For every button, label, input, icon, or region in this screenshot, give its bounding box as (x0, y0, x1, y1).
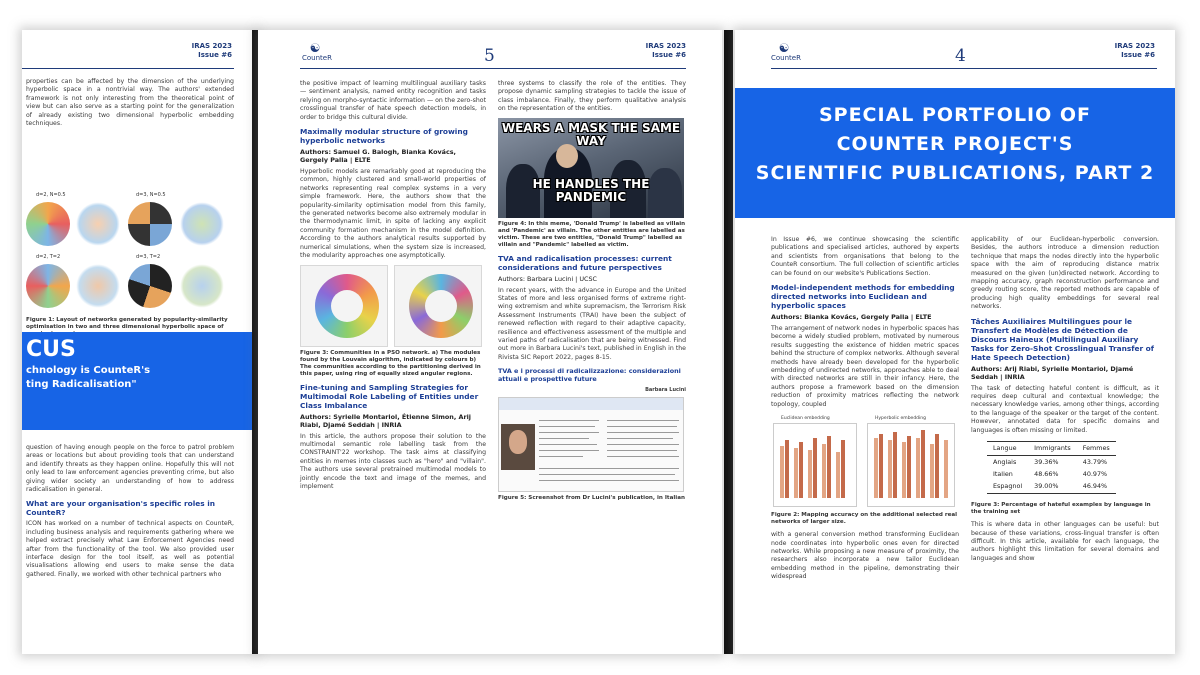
community-figure (300, 265, 486, 347)
fig-label: d=3, N=0.5 (136, 192, 166, 198)
left-intro-text: properties can be affected by the dimension of the underlying hyperbolic space in a nontrivial way. The authors' extended framework is not only interesting from the theoretical point of view but can also serve as a starting point for the generalization of already existing two dimensional hyperbolic embedding techniques. (26, 78, 234, 128)
network-plot (26, 264, 70, 308)
article-authors: Authors: Bianka Kovács, Gergely Palla | ELTE (771, 313, 932, 322)
banner-title-line: SPECIAL PORTFOLIO OF (818, 104, 1092, 126)
text-line (539, 426, 595, 428)
network-plot (128, 264, 172, 308)
left-page (22, 30, 256, 654)
header-rule (771, 68, 1157, 69)
banner-title-line: COUNTER PROJECT'S (836, 133, 1074, 155)
chart-panel-label: Euclidean embedding (781, 416, 830, 422)
language-table-wrap (971, 441, 1159, 499)
fig-label: d=3, T=2 (136, 254, 161, 260)
logo-icon: ☯ (309, 41, 321, 55)
article-title[interactable]: TVA e i processi di radicalizzazione: considerazioni attuali e prospettive future (498, 367, 681, 384)
bar (879, 434, 883, 498)
bar (902, 442, 906, 498)
bar (808, 450, 812, 498)
fig-label: d=2, N=0.5 (36, 192, 66, 198)
mid-column-2: three systems to classify the role of the entities. They propose dynamic sampling strategies to tackle the issue of class imbalance. Finally, they perform qualitative analysis on the representation of the entities. WEARS A MASK THE SAME WAY HE HANDLES THE PANDEMIC Figure 4: In this meme, 'Donald Trump' is labelled as villain and 'Pandemic' as villain. The other entities are labelled as victim. These are two entities, "Donald Trump" labelled as villain and "Pandemic" labelled as victim. TVA and radicalisation processes: current considerations and future perspectives Authors: Barbara Lucini | UCSC In recent years, with the advance in Europe and the United States of more and less organised forms of extreme right-wing extremism and white supremacism, the Terrorism Risk Assessment Instruments (TRAI) have been the subject of renewed reflection with regard to their adaptive capacity, resilience and effectiveness assessment of the multiple and varied paths of radicalisation that are being witnessed. Find out more in Barbara Lucini's text, published in English in the Rivista SIC Report 2022, pages 8-15. TVA e i processi di radicalizzazione: considerazioni attuali e prospettive future Barbara Lucini Figure 5: Screenshot from Dr Lucini's publication, in Italian (498, 80, 686, 501)
text-line (539, 420, 599, 422)
table-cell: Italien (993, 469, 1013, 478)
right-page (735, 30, 1175, 654)
bar (785, 440, 789, 498)
logo-icon: ☯ (778, 41, 790, 55)
table-header: Femmes (1077, 442, 1116, 455)
text-line (539, 456, 583, 458)
text-line (607, 456, 679, 458)
thumb-header (499, 398, 683, 410)
header-rule (22, 68, 234, 69)
table-cell: 48.66% (1034, 469, 1059, 478)
table-cell: 40.97% (1082, 469, 1108, 478)
left-fig-caption: Figure 1: Layout of networks generated by popularity-similarity optimisation in two and three dimensional hyperbolic space of (26, 317, 228, 330)
network-plot (128, 202, 172, 246)
text-line (539, 468, 679, 470)
text-line (539, 474, 675, 476)
article-authors: Authors: Arij Riabi, Syrielle Montariol, Djamé Seddah | INRIA (971, 364, 1134, 381)
publication-screenshot (498, 397, 684, 492)
article-title[interactable]: Maximally modular structure of growing hyperbolic networks (300, 127, 468, 146)
text-line (607, 444, 679, 446)
network-plot (26, 202, 70, 246)
article-title[interactable]: Tâches Auxiliaires Multilingues pour le Transfert de Modèles de Détection de Discours Haineux (Multilingual Auxiliary Tasks for Zero-Shot Crosslingual Transfer of Hate Speech Detection) (971, 316, 1154, 362)
issue-label: IRAS 2023 Issue #6 (191, 42, 232, 59)
figure-caption: Figure 2: Mapping accuracy on the additional selected real networks of larger size. (771, 512, 958, 526)
table-row (987, 455, 1116, 468)
bar (827, 436, 831, 498)
text-line (539, 432, 599, 434)
bar (930, 444, 934, 498)
right-column-1: In Issue #6, we continue showcasing the scientific publications and specialised articles, authored by experts and scientists from organisations that belong to the CounteR consortium. The full collection of scientific articles can be found on our website's Publications Section. Model-independent methods for embedding directed networks into Euclidean and hyperbolic spaces Authors: Bianka Kovács, Gergely Palla | ELTE The arrangement of network nodes in hyperbolic spaces has become a widely studied problem, motivated by numerous results suggesting the existence of hidden metric spaces behind the structure of complex networks. Although several methods have already been developed for the hyperbolic embedding of undirected networks, approaches able to deal with directed networks are still in their infancy. Here, the authors propose a framework based on the dimension reduction of proximity matrices reflecting the network topology, coupled Euclidean embedding Hyperbolic embedding Figure 2: Mapping accuracy on the additional selected real networks of larger size. with a general conversion method transforming Euclidean node coordinates into hyperbolic ones even for directed networks. While proposing a new measure of proximity, the researchers also incorporate a new tailor Euclidean embedding method in the pipeline, demonstrating their widespread (771, 236, 959, 581)
bar (893, 432, 897, 498)
network-plot (76, 264, 120, 308)
text-line (607, 426, 677, 428)
left-figure (26, 190, 234, 308)
plot-center (331, 290, 363, 322)
article-title[interactable]: Model-independent methods for embedding directed networks into Euclidean and hyperbolic spaces (771, 283, 955, 311)
header-rule (300, 68, 686, 69)
author-tag: Barbara Lucini (645, 387, 686, 394)
network-plot (180, 202, 224, 246)
counter-logo: ☯ CounteR (302, 41, 332, 62)
table-cell: 39.00% (1028, 480, 1077, 493)
page-number: 4 (955, 46, 966, 66)
plot-center (425, 290, 457, 322)
bar (794, 448, 798, 498)
mid-column-1: the positive impact of learning multilingual auxiliary tasks — sentiment analysis, named entity recognition and tasks relying on morpho-syntactic information — on the zero-shot crosslingual transfer of hate speech detection models, in order to bridge this cultural divide. Maximally modular structure of growing hyperbolic networks Authors: Samuel G. Balogh, Bianka Kovács, Gergely Palla | ELTE Hyperbolic models are remarkably good at reproducing the common, highly clustered and small-world properties of networks representing real complex systems in a very simple framework. Here, the authors show that the popularity-similarity optimisation model from this family, the generated networks become also extremely modular in the thermodynamic limit, in spite of lacking any explicit community formation mechanism in the model definition. According to the authors analytical results supported by numerical simulations, when the system size is increased, the modularity approaches one asymptotically. Figure 3: Communities in a PSO network. a) The modules found by the Louvain algorithm, indicated by colours b) The communities according to the partitioning derived in this paper, using ring of equally sized angular regions. Fine-tuning and Sampling Strategies for Multimodal Role Labeling of Entities under Class Imbalance Authors: Syrielle Montariol, Étienne Simon, Arij Riabi, Djamé Seddah | INRIA In this article, the authors propose their solution to the multimodal semantic role labelling task from the CONSTRAINT'22 workshop. The task aims at classifying entities in memes into classes such as "hero" and "villain". The authors use several pretrained multimodal models to jointly encode the text and image of the memes, and implement (300, 80, 486, 490)
text-line (539, 450, 599, 452)
table-cell: 39.36% (1034, 457, 1059, 466)
network-plot (180, 264, 224, 308)
table-cell: 43.79% (1082, 457, 1108, 466)
network-plot (76, 202, 120, 246)
bar (907, 436, 911, 498)
bar (780, 446, 784, 498)
meme-image (498, 118, 684, 218)
issue-label: IRAS 2023 Issue #6 (1114, 42, 1155, 59)
bar (841, 440, 845, 498)
meme-bottom-text: PANDEMIC (555, 189, 627, 204)
meme-bottom-text: HE HANDLES THE (532, 176, 650, 191)
bar (813, 438, 817, 498)
table-header: Immigrants (1028, 442, 1077, 455)
article-authors: Authors: Samuel G. Balogh, Bianka Kovács, Gergely Palla | ELTE (300, 148, 456, 165)
bar (799, 442, 803, 498)
text-line (539, 438, 589, 440)
chart-panel (773, 423, 857, 507)
page-gutter (724, 30, 733, 654)
text-line (539, 480, 679, 482)
right-column-2: applicability of our Euclidean-hyperbolic conversion. Besides, the authors introduce a dimension reduction technique that maps the nodes directly into the hyperbolic space with the aim of reproducing distance matrix measured on the given (un)directed network. According to mapping accuracy, graph reconstruction performance and greedy routing score, the reported methods are capable of producing high quality embeddings for several real networks. Tâches Auxiliaires Multilingues pour le Transfert de Modèles de Détection de Discours Haineux (Multilingual Auxiliary Tasks for Zero-Shot Crosslingual Transfer of Hate Speech Detection) Authors: Arij Riabi, Syrielle Montariol, Djamé Seddah | INRIA The task of detecting hateful content is difficult, as it requires deep cultural and contextual knowledge; the necessary knowledge varies, among other things, according to the language of the speaker or the target of the content. However, annotated data for specific domains and languages is often missing or limited. Langue Immigrants Femmes Anglais 39.36% 43.79% Italien 48.66% 40.97% Espagnol 39.00% 46.94% Figure 3: Percentage of hateful examples by language in the training set This is where data in other languages can be useful: but because of these variations, cross-lingual transfer is often difficult. In this article, available for each language, the authors highlight this limitation for several domains and languages and show (971, 236, 1159, 562)
table-cell: Espagnol (987, 480, 1028, 493)
page-number: 5 (484, 46, 495, 66)
table-header: Langue (987, 442, 1028, 455)
table-row (987, 480, 1116, 493)
table-cell: 46.94% (1077, 480, 1116, 493)
article-title[interactable]: Fine-tuning and Sampling Strategies for Multimodal Role Labeling of Entities under Class Imbalance (300, 382, 479, 410)
mapping-accuracy-chart (771, 413, 959, 509)
text-line (607, 450, 677, 452)
table-caption: Figure 3: Percentage of hateful examples by language in the training set (971, 502, 1151, 516)
bar (888, 440, 892, 498)
middle-page (258, 30, 722, 654)
left-body-text: question of having enough people on the force to patrol problem areas or locations but about providing tools that can understand and identify threats as they happen online. Hopefully this will not only lead to law enforcement agencies preventing crime, but also giving wider society an understanding of how to address radicalisation in general. What are your organisation's specific roles in CounteR? ICON has worked on a number of technical aspects on CounteR, including business analysis and requirements gathering where we helped extract precisely what Law Enforcement Agencies need after from the functionality of the tool. We also provided user interface design for the tool itself, as well as potential visualisations allowing end users to make sense the data gathered. Finally, we worked with other technical partners who (26, 444, 234, 578)
figure-caption: Figure 3: Communities in a PSO network. a) The modules found by the Louvain algorithm, indicated by colours b) The communities according to the partitioning derived in this paper, using ring of equally sized angular regions. (300, 349, 481, 377)
bar (874, 438, 878, 498)
author-photo (501, 424, 535, 470)
interview-question: What are your organisation's specific roles in CounteR? (26, 499, 216, 518)
text-line (539, 444, 597, 446)
bar (916, 438, 920, 498)
special-portfolio-banner (735, 88, 1175, 218)
meme-top-text: WEARS A MASK THE SAME WAY (501, 120, 681, 148)
fig-label: d=2, T=2 (36, 254, 61, 260)
focus-banner: CUS chnology is CounteR's ting Radicalisation" (22, 332, 256, 430)
chart-panel-label: Hyperbolic embedding (875, 416, 926, 422)
article-authors: Authors: Barbara Lucini | UCSC (498, 274, 597, 283)
bar (921, 430, 925, 498)
hateful-examples-table (987, 441, 1116, 494)
text-line (607, 420, 679, 422)
meme-head (556, 144, 578, 168)
table-row (987, 468, 1116, 480)
figure-caption: Figure 4: In this meme, 'Donald Trump' is labelled as villain and 'Pandemic' as villain. The other entities are labelled as victim. These are two entities, "Donald Trump" labelled as villain and "Pandemic" labelled as victim. (498, 220, 686, 248)
issue-label: IRAS 2023 Issue #6 (645, 42, 686, 59)
author-face (509, 430, 527, 454)
article-authors: Authors: Syrielle Montariol, Étienne Simon, Arij Riabi, Djamé Seddah | INRIA (300, 412, 471, 429)
text-line (607, 438, 673, 440)
banner-title-line: SCIENTIFIC PUBLICATIONS, PART 2 (755, 162, 1155, 184)
bar (944, 440, 948, 498)
chart-panel (867, 423, 955, 507)
bar (822, 444, 826, 498)
bar (836, 452, 840, 498)
table-cell: Anglais (993, 457, 1017, 466)
bar (935, 434, 939, 498)
counter-logo: ☯ CounteR (771, 41, 801, 62)
article-title[interactable]: TVA and radicalisation processes: current considerations and future perspectives (498, 253, 672, 272)
figure-caption: Figure 5: Screenshot from Dr Lucini's publication, in Italian (498, 494, 685, 501)
text-line (607, 432, 679, 434)
